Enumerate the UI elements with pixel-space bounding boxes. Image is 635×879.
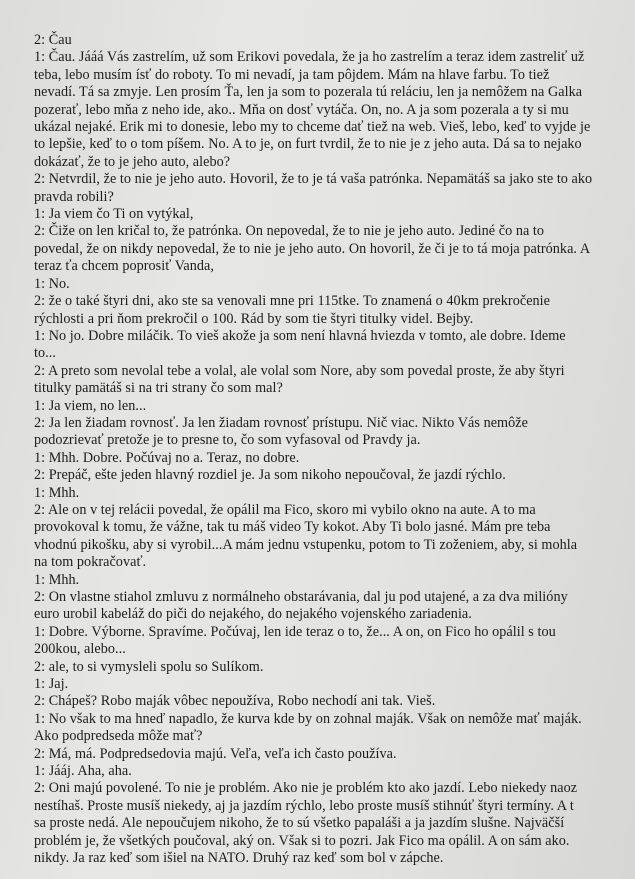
transcript-line: 1: Mhh. xyxy=(34,484,80,501)
transcript-line: podozrievať pretože je to presne to, čo som vyfasoval od Pravdy ja. xyxy=(34,432,421,449)
transcript-line: 1: No jo. Dobre miláčik. To vieš akože ja som není hlavná hviezda v tomto, ale dobre. Ideme xyxy=(34,327,566,344)
transcript-line: ukázal nejaké. Erik mi to donesie, lebo my to chceme dať tiež na web. Vieš, lebo, keď to vyjde je xyxy=(34,119,591,136)
transcript-line: 2: Oni majú povolené. To nie je problém. Ako nie je problém kto ako jazdí. Lebo niekedy naoz xyxy=(34,780,578,797)
transcript-line: nevadí. Tá sa zmyje. Len prosím Ťa, len ja som to pozerala tú reláciu, len ja nemôžem na Galka xyxy=(34,84,583,101)
transcript-line: provokoval k tomu, že vážne, tak tu máš video Ty kokot. Aby Ti bolo jasné. Mám pre teba xyxy=(34,519,551,536)
transcript-line: 1: Čau. Jááá Vás zastrelím, už som Erikovi povedala, že ja ho zastrelím a teraz idem zastreliť už xyxy=(34,49,585,66)
transcript-line: 1: No. xyxy=(34,275,70,292)
transcript-line: nikdy. Ja raz keď som išiel na NATO. Druhý raz keď som bol v zápche. xyxy=(34,850,444,867)
transcript-line: 1: Dobre. Výborne. Spravíme. Počúvaj, len ide teraz o to, že... A on, on Fico ho opálil s tou xyxy=(34,623,556,640)
transcript-line: 2: Chápeš? Robo maják vôbec nepoužíva, Robo nechodí ani tak. Vieš. xyxy=(34,693,436,710)
transcript-text xyxy=(34,32,635,868)
transcript-line: 2: A preto som nevolal tebe a volal, ale volal som Nore, aby som povedal proste, že aby štyri xyxy=(34,362,565,379)
transcript-line: pozerať, lebo mňa z neho ide, ako.. Mňa on dosť vytáča. On, no. A ja som pozerala a ty si mu xyxy=(34,101,569,118)
transcript-line: Ako podpredseda môže mať? xyxy=(34,728,203,745)
transcript-line: 1: Jaj. xyxy=(34,676,69,693)
transcript-line: 200kou, alebo... xyxy=(34,641,126,658)
transcript-line: 2: Ja len žiadam rovnosť. Ja len žiadam rovnosť prístupu. Nič viac. Nikto Vás nemôže xyxy=(34,414,528,431)
transcript-line: 1: Ja viem, no len... xyxy=(34,397,147,414)
transcript-line: 2: Čiže on len kričal to, že patrónka. On nepovedal, že to nie je jeho auto. Jediné čo na to xyxy=(34,223,545,240)
transcript-line: 1: Ja viem čo Ti on vytýkal, xyxy=(34,206,194,223)
transcript-line: euro urobil kabeláž do piči do nejakého, do nejakého vojenského zariadenia. xyxy=(34,606,472,623)
transcript-line: titulky pamätáš si na tri strany čo som mal? xyxy=(34,380,283,397)
transcript-line: vhodnú pikošku, aby si vyrobil...A mám jednu vstupenku, potom to Ti zoženiem, aby, si mohla xyxy=(34,536,578,553)
transcript-line: problém je, že všetkých poučoval, aký on. Však si to pozri. Jak Fico ma opálil. A on sám ako. xyxy=(34,832,570,849)
transcript-line: to... xyxy=(34,345,56,362)
transcript-line: 2: Má, má. Podpredsedovia majú. Veľa, veľa ich často používa. xyxy=(34,745,397,762)
transcript-line: 2: Ale on v tej relácii povedal, že opálil ma Fico, skoro mi vybilo okno na aute. A to ma xyxy=(34,501,536,518)
transcript-line: 2: že o také štyri dni, ako ste sa venovali mne pri 115tke. To znamená o 40km prekročenie xyxy=(34,293,551,310)
transcript-line: pravda robili? xyxy=(34,188,114,205)
transcript-line: 2: Netvrdil, že to nie je jeho auto. Hovoril, že to je tá vaša patrónka. Nepamätáš sa jako ste to ako xyxy=(34,171,593,188)
transcript-line: 2: Čau xyxy=(34,32,72,48)
transcript-line: teraz ťa chcem poprosiť Vanda, xyxy=(34,258,214,275)
transcript-line: dokázať, že to je jeho auto, alebo? xyxy=(34,153,231,170)
transcript-line: povedal, že on nikdy nepovedal, že to nie je jeho auto. On hovoril, že či je to tá moja patrónka. A xyxy=(34,240,591,257)
transcript-line: 2: Prepáč, ešte jeden hlavný rozdiel je. Ja som nikoho nepoučoval, že jazdí rýchlo. xyxy=(34,467,506,484)
transcript-line: to lepšie, keď to o tom píšem. No. A to je, on furt tvrdil, že to nie je z jeho auta. Dá sa to nejako xyxy=(34,136,582,153)
transcript-line: 2: On vlastne stiahol zmluvu z normálneho obstarávania, dal ju pod utajené, a za dva milióny xyxy=(34,589,568,605)
transcript-line: 1: Mhh. xyxy=(34,571,80,588)
transcript-line: 1: No však to ma hneď napadlo, že kurva kde by on zohnal maják. Však on nemôže mať maják. xyxy=(34,710,582,727)
transcript-line: 2: ale, to si vymysleli spolu so Sulíkom. xyxy=(34,658,264,675)
transcript-line: rýchlosti a pri ňom prekročil o 100. Rád by som tie štyri titulky videl. Bejby. xyxy=(34,310,474,327)
transcript-line: 1: Jááj. Aha, aha. xyxy=(34,763,132,780)
transcript-line: sa proste nedá. Ale nepoučujem nikoho, že to sú všetko papaláši a ja jazdím slušne. Najväčší xyxy=(34,815,565,832)
transcript-line: teba, lebo musím ísť do roboty. To mi nevadí, ja tam pôjdem. Mám na hlave farbu. To tiež xyxy=(34,66,550,83)
transcript-line: na tom pokračovať. xyxy=(34,554,147,571)
transcript-line: nestíhaš. Proste musíš niekedy, aj ja jazdím rýchlo, lebo proste musíš stihnúť štyri termíny. A t xyxy=(34,797,574,814)
transcript-line: 1: Mhh. Dobre. Počúvaj no a. Teraz, no dobre. xyxy=(34,449,300,466)
